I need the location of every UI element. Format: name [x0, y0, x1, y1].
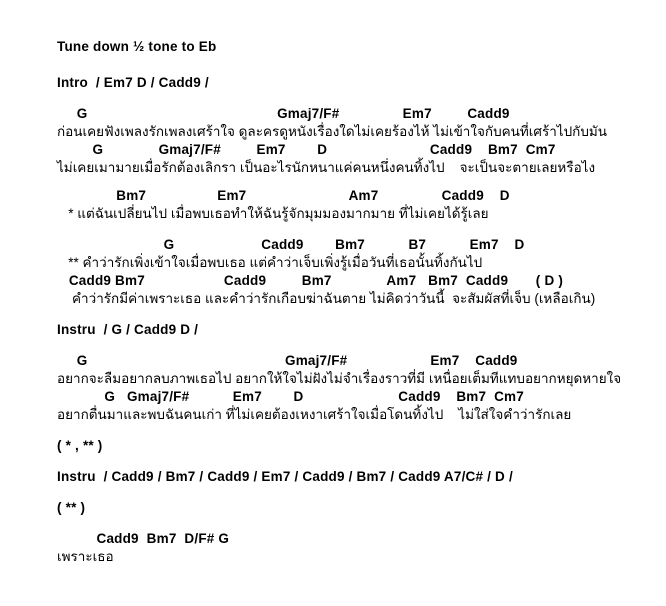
lyric-line-outro: เพราะเธอ — [57, 549, 114, 564]
tuning-note: Tune down ½ tone to Eb — [57, 39, 217, 54]
chord-line-verse1a: G Gmaj7/F# Em7 Cadd9 — [57, 106, 510, 121]
intro-line: Intro / Em7 D / Cadd9 / — [57, 75, 209, 90]
repeat-marker-2: ( ** ) — [57, 500, 86, 515]
lyric-line-verse1a: ก่อนเคยฟังเพลงรักเพลงเศร้าใจ ดูละครดูหนังเรื่องใดไม่เคยร้องไห้ ไม่เข้าใจกับคนที่เศร้าไปกับมัน — [57, 124, 608, 139]
lyric-line-verse2b: อยากตื่นมาและพบฉันคนเก่า ที่ไม่เคยต้องเหงาเศร้าใจเมื่อโดนทิ้งไป ไม่ใส่ใจคำว่ารักเลย — [57, 407, 572, 422]
lyric-line-prechorus-star: * แต่ฉันเปลี่ยนไป เมื่อพบเธอทำให้ฉันรู้จักมุมมองมากมาย ที่ไม่เคยได้รู้เลย — [57, 206, 489, 221]
chord-line-verse2b: G Gmaj7/F# Em7 D Cadd9 Bm7 Cm7 — [57, 389, 524, 404]
instru-line-1: Instru / G / Cadd9 D / — [57, 322, 199, 337]
lyric-line-verse1b: ไม่เคยเมามายเมื่อรักต้องเลิกรา เป็นอะไรนักหนาแค่คนหนึ่งคนทิ้งไป จะเป็นจะตายเลยหรือไง — [57, 160, 596, 175]
instru-line-2: Instru / Cadd9 / Bm7 / Cadd9 / Em7 / Cadd9 / Bm7 / Cadd9 A7/C# / D / — [57, 469, 513, 484]
lyric-line-verse2a: อยากจะลืมอยากลบภาพเธอไป อยากให้ใจไม่ฝังไม่จำเรื่องราวที่มี เหนื่อยเต็มทีแทบอยากหยุดหายใจ — [57, 371, 622, 386]
chord-line-prechorus: Bm7 Em7 Am7 Cadd9 D — [57, 188, 510, 203]
lyric-line-chorus-b: คำว่ารักมีค่าเพราะเธอ และคำว่ารักเกือบฆ่าฉันตาย ไม่คิดว่าวันนี้ จะสัมผัสที่เจ็บ (เหลือเกิน) — [57, 291, 596, 306]
chord-line-verse1b: G Gmaj7/F# Em7 D Cadd9 Bm7 Cm7 — [57, 142, 556, 157]
chord-line-chorus-b: Cadd9 Bm7 Cadd9 Bm7 Am7 Bm7 Cadd9 ( D ) — [57, 273, 564, 288]
chord-line-chorus-a: G Cadd9 Bm7 B7 Em7 D — [57, 237, 525, 252]
chord-line-verse2a: G Gmaj7/F# Em7 Cadd9 — [57, 353, 518, 368]
chord-line-outro: Cadd9 Bm7 D/F# G — [57, 531, 230, 546]
repeat-marker-1: ( * , ** ) — [57, 438, 103, 453]
lyric-line-chorus-doublestar: ** คำว่ารักเพิ่งเข้าใจเมื่อพบเธอ แต่คำว่าเจ็บเพิ่งรู้เมื่อวันที่เธอนั้นทิ้งกันไป — [57, 255, 483, 270]
